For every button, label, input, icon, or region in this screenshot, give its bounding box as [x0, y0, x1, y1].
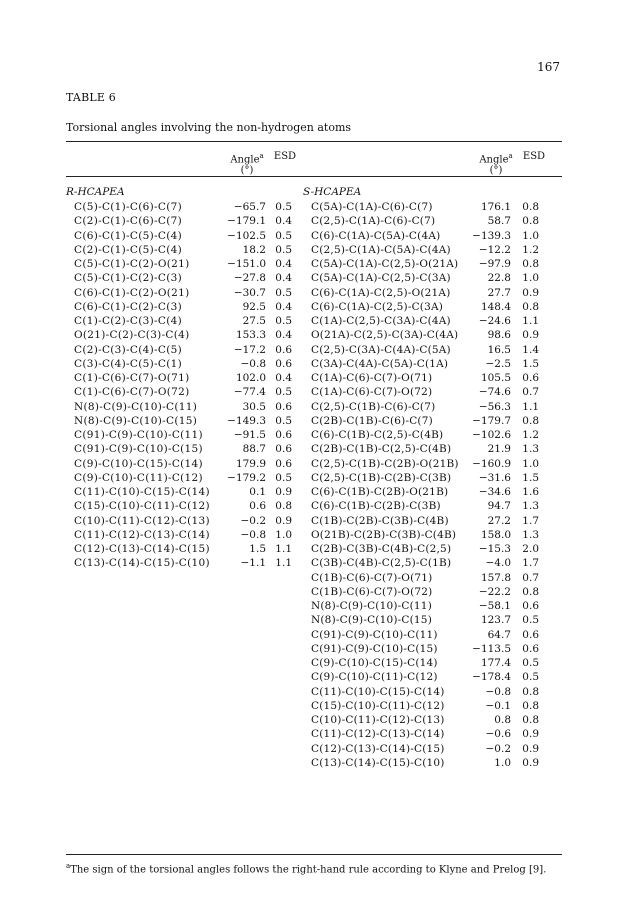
left-column	[74, 200, 306, 571]
header-unit-left: (°)	[240, 165, 254, 176]
table-row	[74, 300, 306, 314]
torsion-angle: −0.1	[485, 699, 511, 712]
torsion-atoms: C(91)-C(9)-C(10)-C(15)	[74, 443, 203, 456]
torsion-angle: 105.5	[480, 372, 511, 384]
table-row	[311, 756, 563, 770]
torsion-esd: 0.6	[522, 372, 539, 384]
footnote-mark: a	[66, 862, 71, 870]
torsion-angle: 64.7	[487, 628, 511, 641]
torsion-esd: 0.8	[522, 585, 539, 598]
torsion-atoms: C(5A)-C(1A)-C(2,5)-O(21A)	[311, 258, 459, 270]
torsion-esd: 0.7	[522, 386, 539, 399]
torsion-angle: −24.6	[478, 315, 511, 327]
torsion-angle: 18.2	[242, 243, 266, 256]
torsion-esd: 1.6	[522, 486, 539, 498]
table-row	[74, 414, 306, 428]
torsion-esd: 1.4	[522, 343, 539, 356]
torsion-angle: 30.5	[242, 400, 266, 413]
torsion-esd: 0.4	[275, 329, 292, 342]
table-row	[74, 286, 306, 300]
torsion-atoms: C(5)-C(1)-C(6)-C(7)	[74, 201, 182, 213]
table-row	[74, 314, 306, 328]
torsion-esd: 0.7	[522, 571, 539, 584]
table-row	[74, 200, 306, 214]
torsion-atoms: C(2,5)-C(1B)-C(6)-C(7)	[311, 400, 436, 413]
torsion-esd: 0.8	[275, 500, 292, 513]
header-angle-label: Angle	[230, 154, 260, 166]
torsion-esd: 0.5	[275, 201, 292, 213]
torsion-atoms: C(12)-C(13)-C(14)-C(15)	[74, 543, 210, 555]
torsion-esd: 2.0	[522, 543, 539, 555]
torsion-angle: −139.3	[472, 229, 511, 242]
torsion-angle: −179.2	[227, 471, 266, 484]
torsion-angle: −1.1	[240, 557, 266, 570]
torsion-esd: 0.6	[275, 343, 292, 356]
torsion-angle: −30.7	[233, 286, 266, 299]
torsion-angle: 16.5	[487, 343, 511, 356]
torsion-angle: −91.5	[233, 429, 266, 441]
torsion-atoms: C(6)-C(1B)-C(2B)-O(21B)	[311, 486, 449, 498]
torsion-esd: 0.5	[275, 229, 292, 242]
torsion-atoms: C(1B)-C(2B)-C(3B)-C(4B)	[311, 514, 449, 527]
torsion-atoms: N(8)-C(9)-C(10)-C(15)	[74, 414, 198, 427]
table-row	[311, 556, 563, 570]
torsion-angle: −58.1	[478, 600, 511, 612]
table-top-rule	[66, 141, 562, 142]
table-row	[74, 271, 306, 285]
torsion-atoms: C(2)-C(3)-C(4)-C(5)	[74, 343, 182, 356]
torsion-atoms: C(1B)-C(6)-C(7)-O(71)	[311, 571, 433, 584]
torsion-angle: −0.8	[485, 685, 511, 698]
torsion-esd: 0.9	[275, 486, 292, 498]
torsion-esd: 0.5	[275, 243, 292, 256]
torsion-angle: −97.9	[478, 258, 511, 270]
header-esd-right: ESD	[522, 151, 546, 162]
table-row	[74, 556, 306, 570]
torsion-angle: −151.0	[227, 258, 266, 270]
torsion-esd: 1.0	[522, 457, 539, 470]
header-unit-right: (°)	[489, 165, 503, 176]
table-row	[311, 742, 563, 756]
torsion-atoms: C(2,5)-C(1A)-C(5A)-C(4A)	[311, 243, 451, 256]
torsion-esd: 0.5	[275, 315, 292, 327]
header-esd-left: ESD	[273, 151, 297, 162]
torsion-angle: −102.6	[472, 429, 511, 441]
torsion-atoms: O(21B)-C(2B)-C(3B)-C(4B)	[311, 528, 457, 541]
torsion-atoms: C(6)-C(1A)-C(5A)-C(4A)	[311, 229, 441, 242]
table-header-rule	[66, 176, 562, 177]
torsion-atoms: C(5A)-C(1A)-C(2,5)-C(3A)	[311, 272, 451, 285]
torsion-atoms: C(3A)-C(4A)-C(5A)-C(1A)	[311, 357, 449, 370]
torsion-atoms: C(15)-C(10)-C(11)-C(12)	[311, 699, 445, 712]
table-row	[74, 243, 306, 257]
torsion-esd: 0.9	[522, 742, 539, 755]
torsion-esd: 0.8	[522, 685, 539, 698]
torsion-angle: −12.2	[478, 243, 511, 256]
table-row	[311, 699, 563, 713]
torsion-esd: 0.6	[275, 429, 292, 441]
torsion-angle: 22.8	[487, 272, 511, 285]
torsion-esd: 1.1	[275, 557, 292, 570]
torsion-esd: 0.8	[522, 300, 539, 313]
table-row	[311, 357, 563, 371]
torsion-atoms: C(9)-C(10)-C(15)-C(14)	[74, 457, 203, 470]
torsion-atoms: O(21)-C(2)-C(3)-C(4)	[74, 329, 190, 342]
torsion-atoms: O(21A)-C(2,5)-C(3A)-C(4A)	[311, 329, 459, 342]
torsion-angle: 0.1	[249, 486, 266, 498]
table-row	[311, 300, 563, 314]
torsion-atoms: C(10)-C(11)-C(12)-C(13)	[74, 514, 210, 527]
torsion-atoms: C(6)-C(1)-C(5)-C(4)	[74, 229, 182, 242]
torsion-esd: 0.8	[522, 714, 539, 726]
torsion-esd: 0.4	[275, 272, 292, 285]
torsion-esd: 0.4	[275, 215, 292, 228]
footnote	[66, 862, 546, 875]
torsion-esd: 0.8	[522, 414, 539, 427]
torsion-esd: 0.6	[275, 357, 292, 370]
table-row	[311, 713, 563, 727]
torsion-atoms: N(8)-C(9)-C(10)-C(11)	[74, 400, 198, 413]
table-row	[311, 229, 563, 243]
table-row	[311, 243, 563, 257]
torsion-esd: 0.5	[522, 614, 539, 627]
torsion-angle: 27.2	[487, 514, 511, 527]
torsion-angle: 0.8	[494, 714, 511, 726]
torsion-esd: 1.2	[522, 243, 539, 256]
torsion-atoms: C(1A)-C(6)-C(7)-O(71)	[311, 372, 433, 384]
torsion-angle: −179.1	[227, 215, 266, 228]
torsion-angle: 176.1	[480, 201, 511, 213]
table-row	[74, 514, 306, 528]
torsion-esd: 0.9	[522, 329, 539, 342]
table-row	[311, 571, 563, 585]
table-row	[311, 528, 563, 542]
page-number: 167	[537, 60, 560, 74]
table-row	[74, 229, 306, 243]
table-row	[311, 314, 563, 328]
torsion-esd: 0.8	[522, 699, 539, 712]
torsion-angle: −0.8	[240, 528, 266, 541]
torsion-atoms: C(2)-C(1)-C(6)-C(7)	[74, 215, 182, 228]
torsion-angle: 177.4	[480, 657, 511, 669]
torsion-angle: 157.8	[480, 571, 511, 584]
table-row	[311, 642, 563, 656]
torsion-esd: 1.5	[522, 471, 539, 484]
torsion-atoms: C(3B)-C(4B)-C(2,5)-C(1B)	[311, 557, 452, 570]
torsion-esd: 1.3	[522, 443, 539, 456]
torsion-esd: 1.3	[522, 500, 539, 513]
torsion-atoms: C(91)-C(9)-C(10)-C(15)	[311, 642, 438, 655]
torsion-angle: −0.2	[240, 514, 266, 527]
torsion-esd: 1.1	[522, 315, 539, 327]
torsion-angle: 148.4	[480, 300, 511, 313]
torsion-angle: −15.3	[478, 543, 511, 555]
torsion-esd: 1.7	[522, 514, 539, 527]
table-row	[74, 442, 306, 456]
right-column	[311, 200, 563, 770]
torsion-atoms: C(1)-C(6)-C(7)-O(71)	[74, 372, 190, 384]
torsion-atoms: C(13)-C(14)-C(15)-C(10)	[74, 557, 210, 570]
table-row	[74, 328, 306, 342]
torsion-atoms: C(6)-C(1B)-C(2,5)-C(4B)	[311, 429, 444, 441]
torsion-atoms: C(2)-C(1)-C(5)-C(4)	[74, 243, 182, 256]
table-row	[311, 471, 563, 485]
torsion-atoms: C(1A)-C(6)-C(7)-O(72)	[311, 386, 433, 399]
table-row	[311, 670, 563, 684]
group-title-s-hcapea: S-HCAPEA	[303, 186, 362, 198]
table-row	[311, 685, 563, 699]
torsion-esd: 1.3	[522, 528, 539, 541]
torsion-atoms: C(2,5)-C(1B)-C(2B)-O(21B)	[311, 457, 459, 470]
table-row	[74, 257, 306, 271]
table-row	[311, 613, 563, 627]
table-row	[311, 442, 563, 456]
table-bottom-rule	[66, 854, 562, 855]
table-row	[74, 428, 306, 442]
torsion-atoms: C(1B)-C(6)-C(7)-O(72)	[311, 585, 433, 598]
table-row	[74, 357, 306, 371]
torsion-atoms: N(8)-C(9)-C(10)-C(15)	[311, 614, 432, 627]
torsion-atoms: C(9)-C(10)-C(15)-C(14)	[311, 657, 438, 669]
torsion-angle: −0.6	[485, 728, 511, 741]
table-row	[74, 343, 306, 357]
table-label: TABLE 6	[66, 91, 116, 104]
table-row	[311, 371, 563, 385]
torsion-atoms: C(12)-C(13)-C(14)-C(15)	[311, 742, 445, 755]
table-row	[311, 271, 563, 285]
torsion-atoms: C(2B)-C(1B)-C(6)-C(7)	[311, 414, 433, 427]
torsion-esd: 0.5	[522, 671, 539, 684]
torsion-angle: 27.7	[487, 286, 511, 299]
group-title-r-hcapea: R-HCAPEA	[66, 186, 125, 198]
table-row	[74, 457, 306, 471]
torsion-esd: 0.5	[522, 657, 539, 669]
torsion-esd: 0.6	[275, 457, 292, 470]
torsion-angle: −2.5	[485, 357, 511, 370]
torsion-angle: 179.9	[235, 457, 266, 470]
torsion-atoms: C(6)-C(1A)-C(2,5)-C(3A)	[311, 300, 444, 313]
table-row	[74, 528, 306, 542]
torsion-esd: 0.6	[522, 628, 539, 641]
table-caption: Torsional angles involving the non-hydrogen atoms	[66, 121, 352, 134]
torsion-angle: 102.0	[235, 372, 266, 384]
table-row	[74, 385, 306, 399]
torsion-esd: 0.4	[275, 258, 292, 270]
torsion-atoms: C(91)-C(9)-C(10)-C(11)	[74, 429, 203, 441]
table-row	[74, 400, 306, 414]
torsion-esd: 0.5	[275, 414, 292, 427]
table-row	[311, 286, 563, 300]
torsion-atoms: C(1)-C(6)-C(7)-O(72)	[74, 386, 190, 399]
torsion-angle: −34.6	[478, 486, 511, 498]
torsion-angle: −179.7	[472, 414, 511, 427]
torsion-atoms: C(13)-C(14)-C(15)-C(10)	[311, 756, 445, 769]
torsion-angle: −56.3	[478, 400, 511, 413]
table-row	[311, 485, 563, 499]
torsion-esd: 0.9	[522, 756, 539, 769]
table-row	[311, 542, 563, 556]
torsion-esd: 1.5	[522, 357, 539, 370]
torsion-esd: 1.0	[275, 528, 292, 541]
torsion-angle: 123.7	[480, 614, 511, 627]
torsion-angle: −74.6	[478, 386, 511, 399]
torsion-atoms: C(5)-C(1)-C(2)-O(21)	[74, 258, 190, 270]
torsion-atoms: C(6)-C(1)-C(2)-O(21)	[74, 286, 190, 299]
torsion-atoms: C(1A)-C(2,5)-C(3A)-C(4A)	[311, 315, 451, 327]
table-row	[311, 343, 563, 357]
torsion-angle: 58.7	[487, 215, 511, 228]
torsion-angle: −0.2	[485, 742, 511, 755]
torsion-esd: 0.8	[522, 215, 539, 228]
torsion-angle: −4.0	[485, 557, 511, 570]
torsion-angle: −160.9	[472, 457, 511, 470]
torsion-angle: −0.8	[240, 357, 266, 370]
torsion-esd: 1.1	[522, 400, 539, 413]
torsion-angle: 98.6	[487, 329, 511, 342]
torsion-angle: −102.5	[227, 229, 266, 242]
torsion-angle: 88.7	[242, 443, 266, 456]
torsion-angle: 94.7	[487, 500, 511, 513]
torsion-atoms: C(10)-C(11)-C(12)-C(13)	[311, 714, 445, 726]
table-row	[311, 400, 563, 414]
table-row	[311, 428, 563, 442]
torsion-atoms: C(2,5)-C(3A)-C(4A)-C(5A)	[311, 343, 451, 356]
torsion-esd: 0.8	[522, 258, 539, 270]
torsion-atoms: C(3)-C(4)-C(5)-C(1)	[74, 357, 182, 370]
torsion-atoms: C(11)-C(12)-C(13)-C(14)	[74, 528, 210, 541]
torsion-atoms: C(9)-C(10)-C(11)-C(12)	[311, 671, 438, 684]
torsion-atoms: C(2B)-C(3B)-C(4B)-C(2,5)	[311, 543, 452, 555]
table-row	[74, 371, 306, 385]
torsion-angle: −77.4	[233, 386, 266, 399]
table-row	[311, 514, 563, 528]
torsion-atoms: C(5A)-C(1A)-C(6)-C(7)	[311, 201, 433, 213]
torsion-esd: 0.9	[522, 286, 539, 299]
torsion-atoms: C(11)-C(10)-C(15)-C(14)	[311, 685, 445, 698]
torsion-atoms: C(11)-C(10)-C(15)-C(14)	[74, 486, 210, 498]
torsion-angle: 21.9	[487, 443, 511, 456]
table-row	[311, 214, 563, 228]
torsion-atoms: C(2B)-C(1B)-C(2,5)-C(4B)	[311, 443, 452, 456]
torsion-angle: −65.7	[233, 201, 266, 213]
torsion-esd: 0.5	[275, 471, 292, 484]
torsion-angle: −22.2	[478, 585, 511, 598]
table-row	[74, 485, 306, 499]
table-row	[311, 628, 563, 642]
table-row	[311, 599, 563, 613]
torsion-esd: 0.6	[275, 443, 292, 456]
torsion-esd: 0.5	[275, 386, 292, 399]
table-row	[311, 499, 563, 513]
torsion-atoms: C(1)-C(2)-C(3)-C(4)	[74, 315, 182, 327]
torsion-angle: −178.4	[472, 671, 511, 684]
torsion-esd: 0.4	[275, 300, 292, 313]
torsion-atoms: C(9)-C(10)-C(11)-C(12)	[74, 471, 203, 484]
torsion-esd: 0.8	[522, 201, 539, 213]
torsion-atoms: C(6)-C(1B)-C(2B)-C(3B)	[311, 500, 441, 513]
torsion-angle: −31.6	[478, 471, 511, 484]
torsion-esd: 0.6	[522, 600, 539, 612]
torsion-esd: 1.1	[275, 543, 292, 555]
torsion-atoms: C(6)-C(1A)-C(2,5)-O(21A)	[311, 286, 451, 299]
torsion-atoms: C(6)-C(1)-C(2)-C(3)	[74, 300, 182, 313]
header-angle-mark: a	[508, 152, 513, 160]
table-row	[74, 471, 306, 485]
table-row	[311, 328, 563, 342]
table-row	[311, 414, 563, 428]
footnote-text: The sign of the torsional angles follows the right-hand rule according to Klyne and Prelog [9].	[70, 864, 547, 876]
torsion-esd: 0.9	[275, 514, 292, 527]
torsion-atoms: C(15)-C(10)-C(11)-C(12)	[74, 500, 210, 513]
torsion-atoms: C(91)-C(9)-C(10)-C(11)	[311, 628, 438, 641]
torsion-esd: 0.9	[522, 728, 539, 741]
torsion-angle: −149.3	[227, 414, 266, 427]
table-row	[74, 542, 306, 556]
torsion-angle: −27.8	[233, 272, 266, 285]
table-row	[311, 585, 563, 599]
table-row	[311, 200, 563, 214]
torsion-angle: 153.3	[235, 329, 266, 342]
torsion-angle: 1.5	[249, 543, 266, 555]
torsion-angle: 92.5	[242, 300, 266, 313]
table-row	[74, 214, 306, 228]
table-row	[311, 257, 563, 271]
table-row	[311, 385, 563, 399]
torsion-angle: −113.5	[472, 642, 511, 655]
torsion-esd: 0.6	[275, 400, 292, 413]
torsion-esd: 0.6	[522, 642, 539, 655]
torsion-atoms: C(2,5)-C(1B)-C(2B)-C(3B)	[311, 471, 452, 484]
torsion-angle: 158.0	[480, 528, 511, 541]
torsion-esd: 1.2	[522, 429, 539, 441]
header-angle-mark: a	[259, 152, 264, 160]
table-row	[311, 727, 563, 741]
torsion-atoms: C(5)-C(1)-C(2)-C(3)	[74, 272, 182, 285]
torsion-angle: 0.6	[249, 500, 266, 513]
table-row	[311, 457, 563, 471]
torsion-angle: 27.5	[242, 315, 266, 327]
torsion-esd: 1.7	[522, 557, 539, 570]
torsion-angle: 1.0	[494, 756, 511, 769]
torsion-atoms: N(8)-C(9)-C(10)-C(11)	[311, 600, 432, 612]
table-row	[74, 499, 306, 513]
table-row	[311, 656, 563, 670]
torsion-atoms: C(2,5)-C(1A)-C(6)-C(7)	[311, 215, 436, 228]
torsion-esd: 1.0	[522, 229, 539, 242]
torsion-esd: 1.0	[522, 272, 539, 285]
torsion-esd: 0.4	[275, 372, 292, 384]
torsion-angle: −17.2	[233, 343, 266, 356]
torsion-esd: 0.5	[275, 286, 292, 299]
torsion-atoms: C(11)-C(12)-C(13)-C(14)	[311, 728, 445, 741]
header-angle-label: Angle	[479, 154, 509, 166]
